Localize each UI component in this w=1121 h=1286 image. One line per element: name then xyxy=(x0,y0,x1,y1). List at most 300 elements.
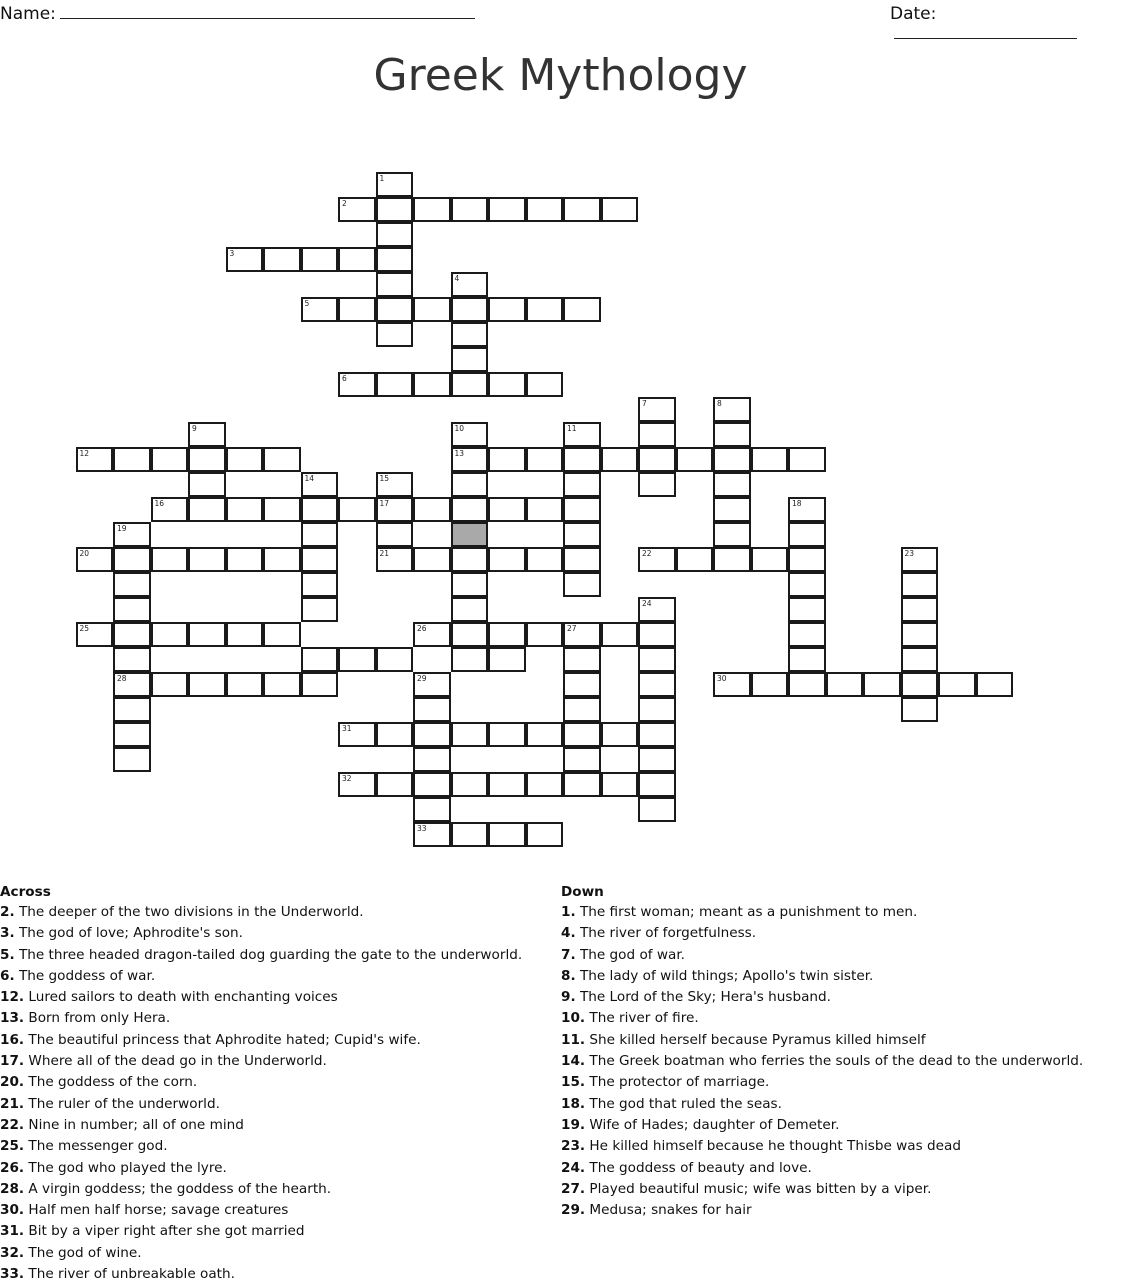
grid-cell[interactable] xyxy=(638,672,676,697)
grid-cell[interactable] xyxy=(451,297,489,322)
grid-cell[interactable] xyxy=(301,572,339,597)
clue-text: Wife of Hades; daughter of Demeter. xyxy=(585,1116,840,1133)
grid-cell[interactable] xyxy=(788,522,826,547)
clue-text: The messenger god. xyxy=(24,1138,168,1155)
grid-cell[interactable] xyxy=(751,547,789,572)
clue-number: 7 xyxy=(642,399,647,408)
clue-text: Half men half horse; savage creatures xyxy=(24,1202,289,1219)
clue-text: The god of love; Aphrodite's son. xyxy=(14,925,243,942)
grid-cell[interactable] xyxy=(826,672,864,697)
grid-cell[interactable] xyxy=(413,372,451,397)
clue-text: Born from only Hera. xyxy=(24,1010,171,1027)
grid-cell[interactable] xyxy=(676,447,714,472)
grid-cell[interactable] xyxy=(413,297,451,322)
grid-cell[interactable] xyxy=(976,672,1014,697)
grid-cell[interactable] xyxy=(413,747,451,772)
clue-label-number: 15. xyxy=(561,1074,586,1091)
clue-text: The beautiful princess that Aphrodite hated; Cupid's wife. xyxy=(24,1031,421,1048)
grid-cell[interactable] xyxy=(338,647,376,672)
grid-cell[interactable] xyxy=(713,422,751,447)
grid-cell[interactable] xyxy=(338,197,376,222)
clue-label-number: 5. xyxy=(0,946,15,963)
clue-label-number: 3. xyxy=(0,925,15,942)
across-clue xyxy=(0,902,522,923)
grid-cell[interactable] xyxy=(788,597,826,622)
clue-label-number: 24. xyxy=(561,1159,586,1176)
grid-cell[interactable] xyxy=(263,622,301,647)
clue-label-number: 25. xyxy=(0,1138,25,1155)
across-clues xyxy=(0,883,522,1285)
grid-cell[interactable] xyxy=(451,322,489,347)
page-title: Greek Mythology xyxy=(373,50,748,101)
grid-cell[interactable] xyxy=(451,272,489,297)
grid-cell[interactable] xyxy=(113,747,151,772)
grid-cell[interactable] xyxy=(376,722,414,747)
grid-cell[interactable] xyxy=(563,622,601,647)
across-clue xyxy=(0,1051,522,1072)
grid-cell[interactable] xyxy=(376,247,414,272)
clue-number: 4 xyxy=(454,274,460,283)
grid-cell[interactable] xyxy=(601,197,639,222)
grid-cell[interactable] xyxy=(376,497,414,522)
clue-label-number: 14. xyxy=(561,1053,586,1070)
clue-text: The goddess of war. xyxy=(14,967,156,984)
grid-cell[interactable] xyxy=(563,497,601,522)
grid-cell[interactable] xyxy=(188,422,226,447)
clue-text: The god of war. xyxy=(575,946,685,963)
clue-number: 26 xyxy=(417,624,427,633)
grid-cell[interactable] xyxy=(263,547,301,572)
grid-cell[interactable] xyxy=(413,622,451,647)
grid-cell[interactable] xyxy=(563,547,601,572)
grid-cell[interactable] xyxy=(151,672,189,697)
clue-label-number: 21. xyxy=(0,1095,25,1112)
across-clue xyxy=(0,1200,522,1221)
grid-cell[interactable] xyxy=(938,672,976,697)
shaded-cell xyxy=(451,522,489,547)
grid-cell[interactable] xyxy=(901,572,939,597)
grid-cell[interactable] xyxy=(113,722,151,747)
grid-cell[interactable] xyxy=(413,697,451,722)
grid-cell[interactable] xyxy=(563,447,601,472)
grid-cell[interactable] xyxy=(788,622,826,647)
grid-cell[interactable] xyxy=(563,672,601,697)
clue-number: 33 xyxy=(417,824,427,833)
grid-cell[interactable] xyxy=(713,547,751,572)
grid-cell[interactable] xyxy=(413,822,451,847)
grid-cell[interactable] xyxy=(451,197,489,222)
down-clue xyxy=(561,1158,1083,1179)
clue-label-number: 2. xyxy=(0,904,15,920)
grid-cell[interactable] xyxy=(638,397,676,422)
grid-cell[interactable] xyxy=(526,722,564,747)
grid-cell[interactable] xyxy=(488,447,526,472)
clue-number: 30 xyxy=(717,674,727,683)
grid-cell[interactable] xyxy=(526,372,564,397)
grid-cell[interactable] xyxy=(301,497,339,522)
grid-cell[interactable] xyxy=(113,547,151,572)
clue-text: Played beautiful music; wife was bitten by a viper. xyxy=(585,1180,932,1197)
grid-cell[interactable] xyxy=(488,297,526,322)
across-clue xyxy=(0,1115,522,1136)
grid-cell[interactable] xyxy=(451,347,489,372)
clue-text: The ruler of the underworld. xyxy=(24,1095,220,1112)
grid-cell[interactable] xyxy=(113,697,151,722)
grid-cell[interactable] xyxy=(638,722,676,747)
grid-cell[interactable] xyxy=(376,322,414,347)
clue-label-number: 33. xyxy=(0,1266,25,1283)
grid-cell[interactable] xyxy=(563,772,601,797)
grid-cell[interactable] xyxy=(451,772,489,797)
grid-cell[interactable] xyxy=(488,647,526,672)
grid-cell[interactable] xyxy=(713,522,751,547)
down-clue xyxy=(561,1200,1083,1221)
grid-cell[interactable] xyxy=(901,647,939,672)
clue-number: 9 xyxy=(192,424,197,433)
grid-cell[interactable] xyxy=(376,547,414,572)
clue-text: The deeper of the two divisions in the Underworld. xyxy=(14,904,364,920)
clue-number: 11 xyxy=(567,424,577,433)
grid-cell[interactable] xyxy=(113,647,151,672)
grid-cell[interactable] xyxy=(788,572,826,597)
grid-cell[interactable] xyxy=(451,447,489,472)
down-heading: Down xyxy=(561,884,604,900)
grid-cell[interactable] xyxy=(338,772,376,797)
clue-number: 16 xyxy=(154,499,165,508)
down-clue xyxy=(561,902,1083,923)
grid-cell[interactable] xyxy=(563,722,601,747)
grid-cell[interactable] xyxy=(226,497,264,522)
grid-cell[interactable] xyxy=(413,497,451,522)
grid-cell[interactable] xyxy=(563,422,601,447)
grid-cell[interactable] xyxy=(338,722,376,747)
grid-cell[interactable] xyxy=(188,497,226,522)
grid-cell[interactable] xyxy=(638,697,676,722)
grid-cell[interactable] xyxy=(226,547,264,572)
grid-cell[interactable] xyxy=(113,522,151,547)
clue-text: The river of forgetfulness. xyxy=(575,925,757,942)
grid-cell[interactable] xyxy=(188,547,226,572)
grid-cell[interactable] xyxy=(901,597,939,622)
grid-cell[interactable] xyxy=(638,747,676,772)
clue-label-number: 27. xyxy=(561,1180,586,1197)
clue-number: 32 xyxy=(342,774,352,783)
clue-number: 10 xyxy=(454,424,465,433)
down-clues xyxy=(561,883,1083,1221)
grid-cell[interactable] xyxy=(638,597,676,622)
grid-cell[interactable] xyxy=(788,497,826,522)
clue-text: The river of unbreakable oath. xyxy=(24,1266,235,1283)
grid-cell[interactable] xyxy=(263,672,301,697)
grid-cell[interactable] xyxy=(376,272,414,297)
clue-text: The lady of wild things; Apollo's twin sister. xyxy=(575,967,874,984)
grid-cell[interactable] xyxy=(301,247,339,272)
grid-cell[interactable] xyxy=(526,772,564,797)
grid-cell[interactable] xyxy=(413,772,451,797)
clue-text: The god who played the lyre. xyxy=(24,1159,227,1176)
grid-cell[interactable] xyxy=(563,197,601,222)
grid-cell[interactable] xyxy=(113,622,151,647)
grid-cell[interactable] xyxy=(263,247,301,272)
grid-cell[interactable] xyxy=(751,447,789,472)
grid-cell[interactable] xyxy=(263,497,301,522)
clue-text: Medusa; snakes for hair xyxy=(585,1202,752,1219)
grid-cell[interactable] xyxy=(563,647,601,672)
clue-text: The Greek boatman who ferries the souls of the dead to the underworld. xyxy=(585,1053,1084,1070)
grid-cell[interactable] xyxy=(451,372,489,397)
grid-cell[interactable] xyxy=(451,497,489,522)
grid-cell[interactable] xyxy=(713,397,751,422)
grid-cell[interactable] xyxy=(451,822,489,847)
grid-cell[interactable] xyxy=(713,672,751,697)
grid-cell[interactable] xyxy=(901,697,939,722)
clue-label-number: 10. xyxy=(561,1010,586,1027)
grid-cell[interactable] xyxy=(638,447,676,472)
across-clue xyxy=(0,1136,522,1157)
clue-label-number: 28. xyxy=(0,1180,25,1197)
grid-cell[interactable] xyxy=(638,622,676,647)
grid-cell[interactable] xyxy=(413,547,451,572)
grid-cell[interactable] xyxy=(301,597,339,622)
down-clue xyxy=(561,1115,1083,1136)
clue-text: The goddess of beauty and love. xyxy=(585,1159,812,1176)
grid-cell[interactable] xyxy=(676,547,714,572)
grid-cell[interactable] xyxy=(151,547,189,572)
grid-cell[interactable] xyxy=(376,372,414,397)
grid-cell[interactable] xyxy=(563,697,601,722)
grid-cell[interactable] xyxy=(451,422,489,447)
grid-cell[interactable] xyxy=(76,622,114,647)
clue-number: 28 xyxy=(117,674,127,683)
grid-cell[interactable] xyxy=(713,472,751,497)
clue-label-number: 31. xyxy=(0,1223,25,1240)
grid-cell[interactable] xyxy=(901,547,939,572)
grid-cell[interactable] xyxy=(301,297,339,322)
grid-cell[interactable] xyxy=(301,472,339,497)
grid-cell[interactable] xyxy=(601,447,639,472)
grid-cell[interactable] xyxy=(488,622,526,647)
clue-number: 18 xyxy=(792,499,802,508)
grid-cell[interactable] xyxy=(76,547,114,572)
clue-label-number: 26. xyxy=(0,1159,25,1176)
grid-cell[interactable] xyxy=(526,547,564,572)
grid-cell[interactable] xyxy=(751,672,789,697)
down-clue xyxy=(561,1008,1083,1029)
grid-cell[interactable] xyxy=(188,447,226,472)
grid-cell[interactable] xyxy=(488,822,526,847)
grid-cell[interactable] xyxy=(563,472,601,497)
grid-cell[interactable] xyxy=(451,597,489,622)
clue-number: 31 xyxy=(342,724,352,733)
grid-cell[interactable] xyxy=(376,647,414,672)
across-clue xyxy=(0,923,522,944)
across-clue xyxy=(0,987,522,1008)
down-clue xyxy=(561,1094,1083,1115)
grid-cell[interactable] xyxy=(376,772,414,797)
grid-cell[interactable] xyxy=(713,447,751,472)
grid-cell[interactable] xyxy=(113,447,151,472)
clue-number: 8 xyxy=(717,399,722,408)
grid-cell[interactable] xyxy=(376,297,414,322)
grid-cell[interactable] xyxy=(263,447,301,472)
clue-text: Where all of the dead go in the Underworld. xyxy=(24,1053,327,1070)
clue-number: 6 xyxy=(342,374,347,383)
grid-cell[interactable] xyxy=(151,447,189,472)
grid-cell[interactable] xyxy=(601,722,639,747)
clue-number: 19 xyxy=(117,524,127,533)
grid-cell[interactable] xyxy=(526,822,564,847)
clue-label-number: 9. xyxy=(561,989,576,1006)
grid-cell[interactable] xyxy=(451,622,489,647)
grid-cell[interactable] xyxy=(301,547,339,572)
grid-cell[interactable] xyxy=(563,747,601,772)
clue-label-number: 20. xyxy=(0,1074,25,1091)
grid-cell[interactable] xyxy=(338,297,376,322)
grid-cell[interactable] xyxy=(563,522,601,547)
grid-cell[interactable] xyxy=(451,647,489,672)
grid-cell[interactable] xyxy=(526,197,564,222)
clue-label-number: 12. xyxy=(0,989,25,1006)
grid-cell[interactable] xyxy=(563,572,601,597)
grid-cell[interactable] xyxy=(376,522,414,547)
grid-cell[interactable] xyxy=(76,447,114,472)
down-clue xyxy=(561,923,1083,944)
grid-cell[interactable] xyxy=(488,722,526,747)
clue-number: 14 xyxy=(304,474,315,483)
grid-cell[interactable] xyxy=(788,647,826,672)
clue-label-number: 4. xyxy=(561,925,576,942)
clue-number: 1 xyxy=(379,174,385,183)
grid-cell[interactable] xyxy=(413,797,451,822)
grid-cell[interactable] xyxy=(451,472,489,497)
clue-text: The three headed dragon-tailed dog guarding the gate to the underworld. xyxy=(14,946,523,963)
across-clue xyxy=(0,1008,522,1029)
clue-text: The Lord of the Sky; Hera's husband. xyxy=(575,989,831,1006)
grid-cell[interactable] xyxy=(638,422,676,447)
clue-text: Nine in number; all of one mind xyxy=(24,1116,244,1133)
clue-text: A virgin goddess; the goddess of the hearth. xyxy=(24,1180,332,1197)
clue-number: 17 xyxy=(379,499,390,508)
grid-cell[interactable] xyxy=(376,472,414,497)
clue-label-number: 22. xyxy=(0,1116,25,1133)
clue-number: 2 xyxy=(342,199,347,208)
across-clue-list xyxy=(0,902,522,1285)
grid-cell[interactable] xyxy=(788,547,826,572)
grid-cell[interactable] xyxy=(451,572,489,597)
grid-cell[interactable] xyxy=(638,772,676,797)
grid-cell[interactable] xyxy=(488,497,526,522)
grid-cell[interactable] xyxy=(376,197,414,222)
grid-cell[interactable] xyxy=(638,472,676,497)
grid-cell[interactable] xyxy=(488,197,526,222)
grid-cell[interactable] xyxy=(451,547,489,572)
grid-cell[interactable] xyxy=(788,672,826,697)
across-clue xyxy=(0,1264,522,1285)
across-clue xyxy=(0,945,522,966)
across-clue xyxy=(0,966,522,987)
grid-cell[interactable] xyxy=(563,297,601,322)
clue-number: 22 xyxy=(642,549,652,558)
grid-cell[interactable] xyxy=(376,222,414,247)
grid-cell[interactable] xyxy=(788,447,826,472)
grid-cell[interactable] xyxy=(488,372,526,397)
clue-number: 12 xyxy=(79,449,90,458)
grid-cell[interactable] xyxy=(301,672,339,697)
grid-cell[interactable] xyxy=(601,772,639,797)
grid-cell[interactable] xyxy=(113,597,151,622)
grid-cell[interactable] xyxy=(488,547,526,572)
grid-cell[interactable] xyxy=(863,672,901,697)
grid-cell[interactable] xyxy=(526,297,564,322)
clue-number: 29 xyxy=(417,674,427,683)
clue-label-number: 13. xyxy=(0,1010,25,1027)
grid-cell[interactable] xyxy=(226,672,264,697)
grid-cell[interactable] xyxy=(413,672,451,697)
grid-cell[interactable] xyxy=(113,572,151,597)
grid-cell[interactable] xyxy=(638,797,676,822)
clue-number: 13 xyxy=(454,449,465,458)
grid-cell[interactable] xyxy=(226,247,264,272)
grid-cell[interactable] xyxy=(113,672,151,697)
grid-cell[interactable] xyxy=(376,172,414,197)
grid-cell[interactable] xyxy=(413,197,451,222)
grid-cell[interactable] xyxy=(226,447,264,472)
grid-cell[interactable] xyxy=(338,497,376,522)
grid-cell[interactable] xyxy=(151,622,189,647)
grid-cell[interactable] xyxy=(301,647,339,672)
grid-cell[interactable] xyxy=(713,497,751,522)
clue-label-number: 18. xyxy=(561,1095,586,1112)
grid-cell[interactable] xyxy=(188,472,226,497)
clue-label-number: 23. xyxy=(561,1138,586,1155)
grid-cell[interactable] xyxy=(188,622,226,647)
grid-cell[interactable] xyxy=(526,622,564,647)
grid-cell[interactable] xyxy=(901,672,939,697)
grid-cell[interactable] xyxy=(526,497,564,522)
clue-label-number: 30. xyxy=(0,1202,25,1219)
clue-text: The river of fire. xyxy=(585,1010,699,1027)
grid-cell[interactable] xyxy=(151,497,189,522)
grid-cell[interactable] xyxy=(338,372,376,397)
clue-label-number: 32. xyxy=(0,1244,25,1261)
grid-cell[interactable] xyxy=(526,447,564,472)
clue-label-number: 17. xyxy=(0,1053,25,1070)
grid-cell[interactable] xyxy=(301,522,339,547)
grid-cell[interactable] xyxy=(451,722,489,747)
clue-number: 25 xyxy=(79,624,90,633)
grid-cell[interactable] xyxy=(638,547,676,572)
grid-cell[interactable] xyxy=(338,247,376,272)
grid-cell[interactable] xyxy=(413,722,451,747)
grid-cell[interactable] xyxy=(188,672,226,697)
clue-text: Bit by a viper right after she got married xyxy=(24,1223,305,1240)
grid-cell[interactable] xyxy=(601,622,639,647)
down-clue xyxy=(561,966,1083,987)
grid-cell[interactable] xyxy=(638,647,676,672)
date-label: Date: xyxy=(890,4,937,24)
down-clue-list xyxy=(561,902,1083,1221)
name-label: Name: xyxy=(0,4,56,24)
clue-label-number: 1. xyxy=(561,904,576,920)
clue-number: 24 xyxy=(642,599,652,608)
grid-cell[interactable] xyxy=(901,622,939,647)
grid-cell[interactable] xyxy=(226,622,264,647)
grid-cell[interactable] xyxy=(488,772,526,797)
across-clue xyxy=(0,1221,522,1242)
clue-text: The goddess of the corn. xyxy=(24,1074,198,1091)
across-clue xyxy=(0,1094,522,1115)
clue-number: 27 xyxy=(567,624,577,633)
